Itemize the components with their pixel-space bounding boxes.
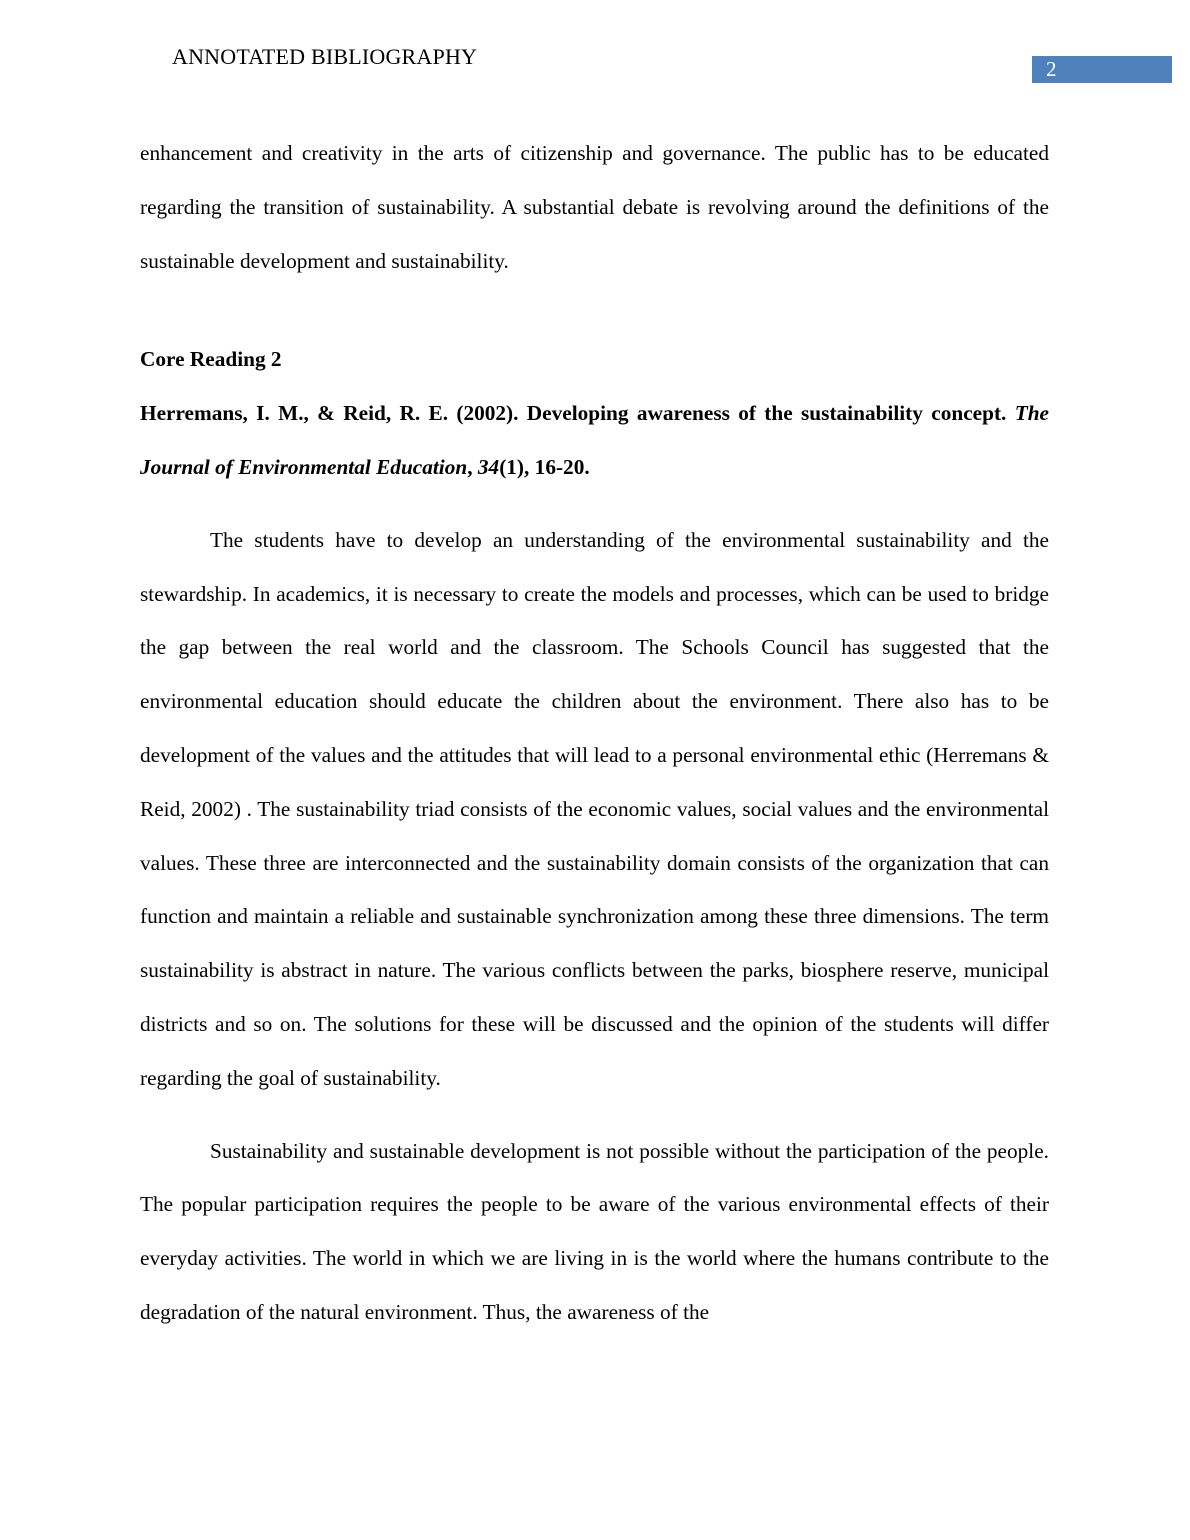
citation-journal: The Journal of Environmental Education: [140, 401, 1049, 479]
annotation-paragraph: Sustainability and sustainable development is not possible without the participation of the people. The popular participation requires the people to be aware of the various environmental effects of their everyday activities. The world in which we are living in is the world where the humans contribute to the degradation of the natural environment. Thus, the awareness of the: [140, 1138, 1049, 1324]
page-number-bar: [1032, 56, 1172, 83]
citation-issue-pages: (1), 16-20.: [499, 454, 590, 479]
citation-authors-title: Herremans, I. M., & Reid, R. E. (2002). Developing awareness of the sustainability concept.: [140, 401, 1015, 426]
running-head: ANNOTATED BIBLIOGRAPHY: [172, 44, 478, 69]
annotation-paragraph: The students have to develop an understanding of the environmental sustainability and the stewardship. In academics, it is necessary to create the models and processes, which can be used to bridge the gap between the real world and the classroom. The Schools Council has suggested that the environmental education should educate the children about the environment. There also has to be development of the values and the attitudes that will lead to a personal environmental ethic (Herremans & Reid, 2002) . The sustainability triad consists of the economic values, social values and the environmental values. These three are interconnected and the sustainability domain consists of the organization that can function and maintain a reliable and sustainable synchronization among these three dimensions. The term sustainability is abstract in nature. The various conflicts between the parks, biosphere reserve, municipal districts and so on. The solutions for these will be discussed and the opinion of the students will differ regarding the goal of sustainability.: [140, 527, 1049, 1090]
section-heading: Core Reading 2: [140, 347, 282, 372]
continued-paragraph: enhancement and creativity in the arts of citizenship and governance. The public has to be educated regarding the transition of sustainability. A substantial debate is revolving around the definitions of the sustainable development and sustainability.: [140, 141, 1049, 273]
page-number: 2: [1046, 57, 1057, 81]
citation-separator: ,: [467, 454, 478, 479]
citation: [140, 387, 1049, 495]
citation-volume: 34: [477, 454, 500, 479]
document-body: [140, 127, 1049, 1359]
